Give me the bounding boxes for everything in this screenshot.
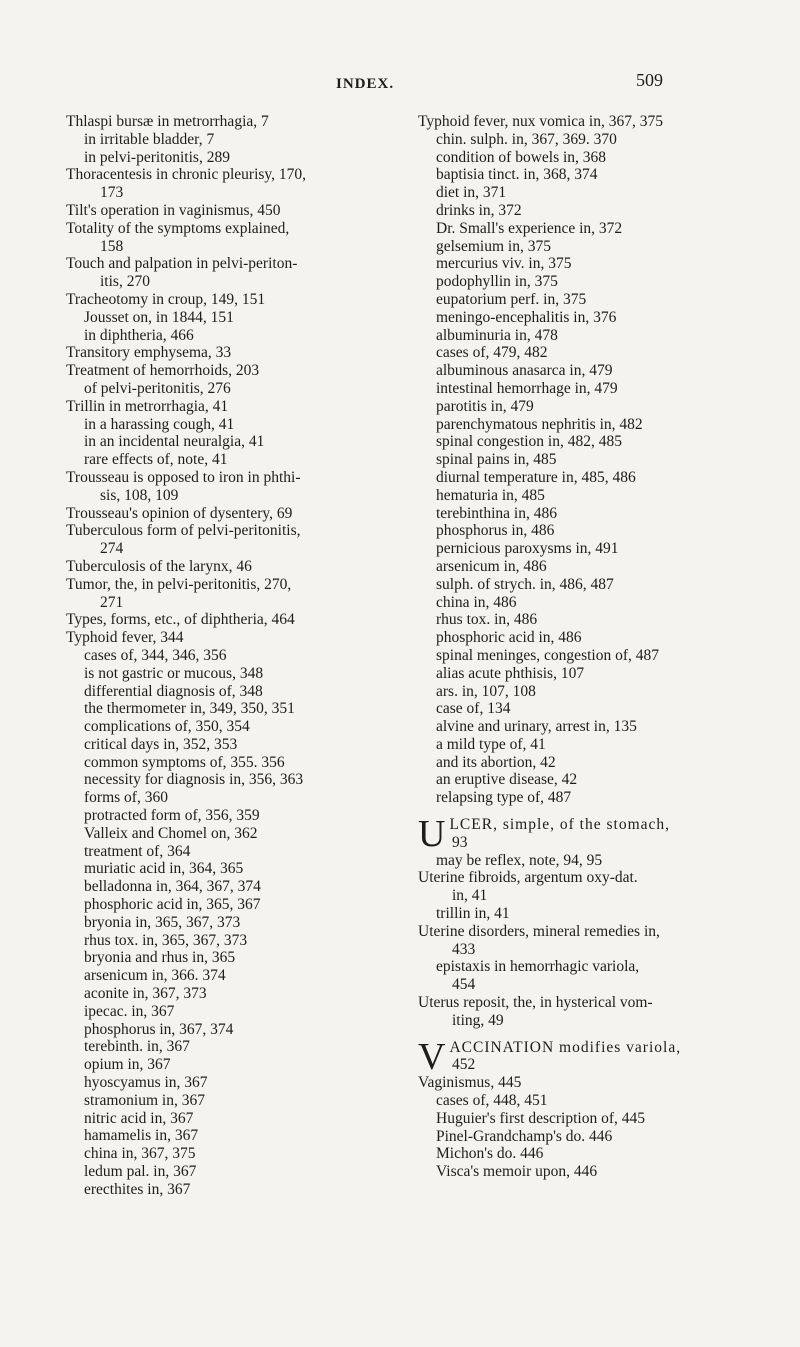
index-subentry: is not gastric or mucous, 348 [84, 664, 264, 682]
index-entry: Vaginismus, 445 [418, 1074, 522, 1092]
index-subentry: forms of, 360 [84, 789, 168, 807]
index-subentry: alvine and urinary, arrest in, 135 [436, 718, 637, 736]
index-subentry: in diphtheria, 466 [84, 326, 194, 344]
index-subentry: rhus tox. in, 365, 367, 373 [84, 931, 248, 949]
index-entry: Tuberculous form of pelvi-peritonitis, [66, 522, 301, 540]
index-subentry: protracted form of, 356, 359 [84, 807, 260, 825]
index-subentry: spinal meninges, congestion of, 487 [436, 646, 659, 664]
index-subentry: hamamelis in, 367 [84, 1127, 199, 1145]
index-subentry: ars. in, 107, 108 [436, 682, 536, 700]
index-entry-continuation: 452 [452, 1056, 476, 1074]
index-subentry: complications of, 350, 354 [84, 718, 250, 736]
index-entry: Tumor, the, in pelvi-peritonitis, 270, [66, 575, 292, 593]
index-entry-continuation: in, 41 [452, 887, 488, 905]
index-subentry: parenchymatous nephritis in, 482 [436, 415, 643, 433]
index-subentry: stramonium in, 367 [84, 1091, 205, 1109]
index-subentry: an eruptive disease, 42 [436, 771, 578, 789]
index-subentry: rhus tox. in, 486 [436, 611, 538, 629]
index-subentry: albuminuria in, 478 [436, 326, 558, 344]
index-subentry: sulph. of strych. in, 486, 487 [436, 575, 614, 593]
drop-cap-letter: U [418, 813, 446, 856]
index-subentry: the thermometer in, 349, 350, 351 [84, 700, 295, 718]
index-subentry: diurnal temperature in, 485, 486 [436, 468, 636, 486]
index-entry: Uterine fibroids, argentum oxy-dat. [418, 869, 638, 887]
index-subentry: Visca's memoir upon, 446 [436, 1163, 598, 1181]
index-entry-continuation: 93 [452, 833, 468, 851]
index-subentry: in irritable bladder, 7 [84, 130, 215, 148]
index-subentry: belladonna in, 364, 367, 374 [84, 878, 261, 896]
index-entry: Thoracentesis in chronic pleurisy, 170, [66, 166, 307, 184]
index-subentry: spinal pains in, 485 [436, 451, 557, 469]
index-subentry: aconite in, 367, 373 [84, 985, 207, 1003]
index-subentry: trillin in, 41 [436, 905, 510, 923]
index-entry: Types, forms, etc., of diphtheria, 464 [66, 611, 295, 629]
index-subentry: terebinthina in, 486 [436, 504, 557, 522]
index-entry: Trousseau's opinion of dysentery, 69 [66, 504, 293, 522]
index-subentry: nitric acid in, 367 [84, 1109, 194, 1127]
index-entry: Trillin in metrorrhagia, 41 [66, 397, 229, 415]
index-entry: Typhoid fever, nux vomica in, 367, 375 [418, 113, 663, 130]
page-number: 509 [636, 70, 663, 90]
index-subentry: podophyllin in, 375 [436, 273, 558, 291]
index-subentry: common symptoms of, 355. 356 [84, 753, 285, 771]
index-entry: Tilt's operation in vaginismus, 450 [66, 201, 281, 219]
index-subentry: mercurius viv. in, 375 [436, 255, 572, 273]
index-subentry: hematuria in, 485 [436, 486, 545, 504]
index-subentry: Pinel-Grandchamp's do. 446 [436, 1127, 613, 1145]
index-subentry: Huguier's first description of, 445 [436, 1109, 645, 1127]
index-entry-continuation: 454 [452, 976, 476, 994]
index-subentry: eupatorium perf. in, 375 [436, 290, 587, 308]
index-entry: Tuberculosis of the larynx, 46 [66, 557, 252, 575]
index-subentry: and its abortion, 42 [436, 753, 556, 771]
index-subentry: phosphoric acid in, 486 [436, 629, 582, 647]
index-subentry: cases of, 344, 346, 356 [84, 646, 227, 664]
index-subentry: condition of bowels in, 368 [436, 148, 607, 166]
index-entry-continuation: itis, 270 [100, 273, 150, 291]
index-entry-continuation: 158 [100, 237, 124, 255]
index-entry: Trousseau is opposed to iron in phthi- [66, 468, 301, 486]
index-subentry: Dr. Small's experience in, 372 [436, 219, 623, 237]
index-subentry: may be reflex, note, 94, 95 [436, 851, 603, 869]
index-subentry: hyoscyamus in, 367 [84, 1074, 208, 1092]
index-entry: Tracheotomy in croup, 149, 151 [66, 290, 266, 308]
index-entry-continuation: 173 [100, 184, 124, 202]
index-subentry: ipecac. in, 367 [84, 1002, 175, 1020]
index-subentry: drinks in, 372 [436, 201, 522, 219]
index-subentry: china in, 367, 375 [84, 1145, 196, 1163]
index-subentry: erecthites in, 367 [84, 1180, 191, 1198]
index-subentry: meningo-encephalitis in, 376 [436, 308, 617, 326]
index-subentry: differential diagnosis of, 348 [84, 682, 263, 700]
index-subentry: ledum pal. in, 367 [84, 1163, 197, 1181]
index-subentry: opium in, 367 [84, 1056, 171, 1074]
index-entry: Thlaspi bursæ in metrorrhagia, 7 [66, 113, 269, 130]
index-subentry: albuminous anasarca in, 479 [436, 362, 613, 380]
index-subentry: phosphorus in, 367, 374 [84, 1020, 234, 1038]
index-subentry: chin. sulph. in, 367, 369. 370 [436, 130, 617, 148]
index-subentry: bryonia in, 365, 367, 373 [84, 913, 241, 931]
index-subentry: epistaxis in hemorrhagic variola, [436, 958, 640, 976]
index-entry: Treatment of hemorrhoids, 203 [66, 362, 260, 380]
index-subentry: arsenicum in, 486 [436, 557, 547, 575]
index-subentry: gelsemium in, 375 [436, 237, 551, 255]
index-subentry: in a harassing cough, 41 [84, 415, 235, 433]
index-subentry: phosphoric acid in, 365, 367 [84, 896, 261, 914]
index-subentry: pernicious paroxysms in, 491 [436, 540, 619, 558]
index-subentry: critical days in, 352, 353 [84, 735, 238, 753]
index-subentry: parotitis in, 479 [436, 397, 534, 415]
drop-cap-letter: V [418, 1035, 446, 1078]
index-subentry: Jousset on, in 1844, 151 [84, 308, 234, 326]
index-subentry: case of, 134 [436, 700, 511, 718]
index-subentry: phosphorus in, 486 [436, 522, 555, 540]
index-subentry: relapsing type of, 487 [436, 789, 572, 807]
index-subentry: muriatic acid in, 364, 365 [84, 860, 244, 878]
index-subentry: bryonia and rhus in, 365 [84, 949, 236, 967]
index-entry: Uterine disorders, mineral remedies in, [418, 922, 660, 940]
running-head: INDEX. [336, 76, 395, 92]
index-entry-continuation: sis, 108, 109 [100, 486, 179, 504]
index-subentry: Valleix and Chomel on, 362 [84, 824, 258, 842]
index-subentry: terebinth. in, 367 [84, 1038, 190, 1056]
index-subentry: spinal congestion in, 482, 485 [436, 433, 622, 451]
index-entry: Totality of the symptoms explained, [66, 219, 290, 237]
index-subentry: in an incidental neuralgia, 41 [84, 433, 265, 451]
index-subentry: arsenicum in, 366. 374 [84, 967, 226, 985]
index-subentry: of pelvi-peritonitis, 276 [84, 379, 231, 397]
index-entry: Touch and palpation in pelvi-periton- [66, 255, 298, 273]
index-subentry: treatment of, 364 [84, 842, 191, 860]
index-entry-text: LCER, simple, of the stomach, [449, 816, 671, 834]
index-subentry: alias acute phthisis, 107 [436, 664, 585, 682]
index-entry-continuation: 274 [100, 540, 124, 558]
index-entry: Typhoid fever, 344 [66, 629, 184, 647]
left-index-column [66, 113, 396, 1199]
index-entry-continuation: iting, 49 [452, 1011, 504, 1029]
index-subentry: baptisia tinct. in, 368, 374 [436, 166, 598, 184]
index-subentry: in pelvi-peritonitis, 289 [84, 148, 230, 166]
index-entry-continuation: 433 [452, 940, 476, 958]
index-subentry: necessity for diagnosis in, 356, 363 [84, 771, 304, 789]
index-subentry: china in, 486 [436, 593, 517, 611]
index-entry: Transitory emphysema, 33 [66, 344, 232, 362]
index-subentry: Michon's do. 446 [436, 1145, 544, 1163]
index-entry: Uterus reposit, the, in hysterical vom- [418, 994, 653, 1012]
index-subentry: cases of, 479, 482 [436, 344, 548, 362]
index-entry-text: ACCINATION modifies variola, [449, 1038, 682, 1056]
index-subentry: diet in, 371 [436, 184, 507, 202]
index-subentry: a mild type of, 41 [436, 735, 546, 753]
right-index-column [418, 113, 758, 1181]
page-header [0, 70, 800, 106]
index-entry-continuation: 271 [100, 593, 124, 611]
index-subentry: rare effects of, note, 41 [84, 451, 228, 469]
index-subentry: cases of, 448, 451 [436, 1092, 548, 1110]
index-subentry: intestinal hemorrhage in, 479 [436, 379, 618, 397]
